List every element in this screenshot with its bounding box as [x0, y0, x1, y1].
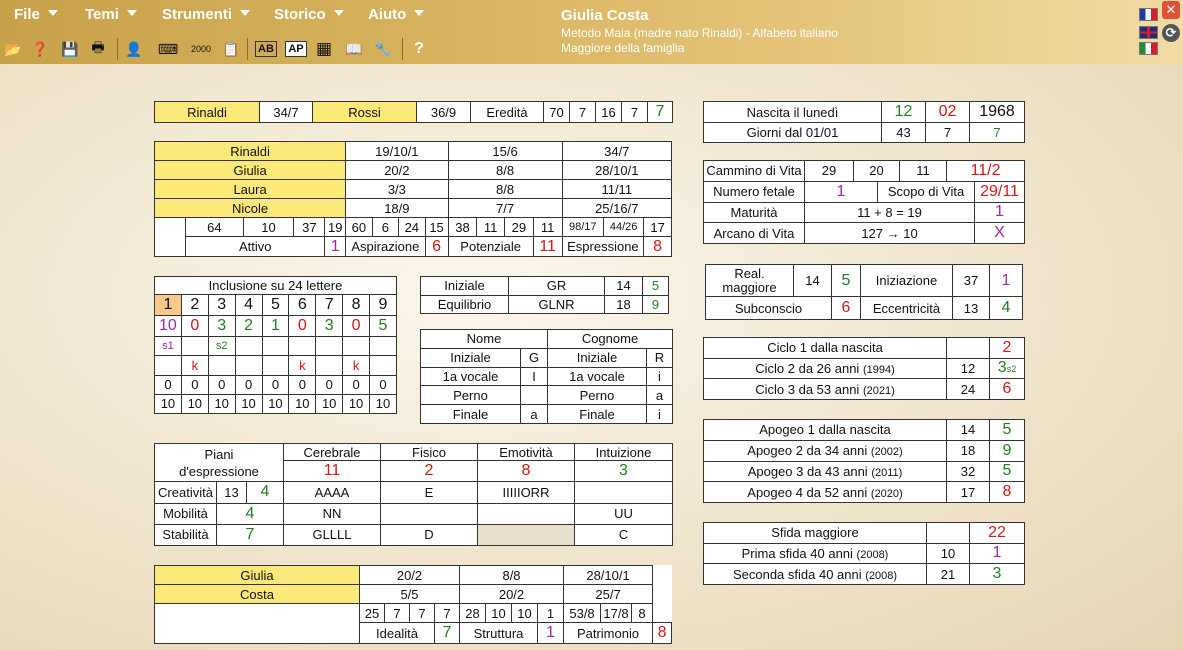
apogee-n: 18: [947, 440, 990, 461]
info-icon[interactable]: ?: [414, 40, 424, 57]
num-cell: 10: [243, 218, 294, 237]
inclusion-digit: 8: [343, 295, 370, 316]
apogees-table: [703, 419, 1025, 503]
potenziale-value: 11: [533, 237, 562, 257]
inclusion-count: 2: [235, 316, 262, 337]
cell: [381, 503, 478, 524]
struttura-value: 1: [538, 623, 564, 644]
patrimonio-value: 8: [653, 623, 672, 644]
mobilita-value: 4: [217, 503, 284, 524]
father-surname-value: 36/9: [417, 102, 471, 123]
tools-icon[interactable]: 🔧: [374, 40, 392, 57]
karmic-cell: k: [289, 355, 316, 375]
cell: E: [381, 482, 478, 503]
cycle-label: Ciclo 1 dalla nascita: [704, 338, 947, 359]
scopo-label: Scopo di Vita: [878, 181, 975, 202]
ten-cell: 10: [262, 394, 289, 413]
arcano-value: X: [975, 223, 1025, 244]
eredita-label: Eredità: [471, 102, 544, 123]
method-label: Metodo Maia (madre nato Rinaldi) - Alfabeto italiano: [561, 26, 838, 40]
names-row-b: 8/8: [448, 180, 562, 199]
zero-cell: 0: [235, 375, 262, 394]
inclusion-mark: s2: [208, 337, 235, 355]
cell: GLLLL: [284, 524, 381, 545]
equilibrio-value: 9: [643, 295, 669, 314]
bottom-cell: 28/10/1: [564, 566, 653, 585]
eredita-n2: 16: [596, 102, 622, 123]
cycle-n: [947, 338, 990, 359]
relation-label: Maggiore della famiglia: [561, 41, 685, 55]
maturita-value: 1: [975, 202, 1025, 223]
person-icon[interactable]: 👤: [125, 40, 143, 57]
names-row-a: 19/10/1: [346, 142, 448, 161]
num-cell: 53/8: [564, 604, 601, 623]
inclusion-mark: [316, 337, 343, 355]
challenge-value: 3: [970, 564, 1025, 585]
num-cell: 7: [410, 604, 435, 623]
num-cell: 10: [486, 604, 512, 623]
zero-cell: 0: [155, 375, 182, 394]
ten-cell: 10: [343, 394, 370, 413]
apogee-label: Apogeo 3 da 43 anni (2011): [704, 461, 947, 482]
struttura-label: Struttura: [460, 623, 538, 644]
heritage-table: [154, 101, 673, 123]
book-icon[interactable]: 📖: [345, 40, 363, 57]
folder-icon[interactable]: 📂: [4, 40, 22, 57]
piani-title: Piani d'espressione: [155, 444, 284, 482]
num-cell: 1: [538, 604, 564, 623]
eredita-result: 7: [648, 102, 673, 123]
scopo-value: 29/11: [975, 181, 1025, 202]
equilibrio-sum: 18: [605, 295, 643, 314]
birth-day: 12: [882, 102, 926, 123]
letters-value: I: [521, 367, 548, 386]
letters-label: Iniziale: [421, 348, 521, 367]
real-label: Real. maggiore: [706, 265, 794, 297]
inclusion-digit: 3: [208, 295, 235, 316]
karmic-cell: k: [181, 355, 208, 375]
iniziazione-n: 37: [953, 265, 990, 297]
num-cell: 6: [372, 218, 398, 237]
zero-cell: 0: [181, 375, 208, 394]
num-cell: 17/8: [601, 604, 632, 623]
document-icon[interactable]: 📋: [222, 40, 240, 57]
inclusion-count: 0: [343, 316, 370, 337]
zero-cell: 0: [208, 375, 235, 394]
inclusion-digit: 9: [370, 295, 397, 316]
challenges-table: [703, 522, 1025, 585]
ten-cell: 10: [181, 394, 208, 413]
espressione-value: 8: [644, 237, 672, 257]
cycle-label: Ciclo 3 da 53 anni (2021): [704, 379, 947, 400]
birth-table: [703, 101, 1025, 143]
toolbar-separator: [247, 38, 248, 60]
cognome-header: Cognome: [548, 330, 673, 349]
piani-head: Emotività: [478, 444, 575, 461]
cammino-n1: 29: [805, 161, 854, 182]
arcano-label: Arcano di Vita: [704, 223, 805, 244]
inclusion-mark: [343, 337, 370, 355]
zero-cell: 0: [370, 375, 397, 394]
names-row-name: Laura: [155, 180, 346, 199]
num-cell: 17: [644, 218, 672, 237]
days-value: 43: [882, 123, 926, 143]
subconscio-label: Subconscio: [706, 297, 832, 320]
ten-cell: 10: [370, 394, 397, 413]
fetale-value: 1: [805, 181, 878, 202]
challenge-label: Sfida maggiore: [704, 523, 927, 544]
num-cell: 37: [294, 218, 325, 237]
menu-file[interactable]: File: [14, 6, 58, 26]
bottom-name: Costa: [155, 585, 360, 604]
karmic-cell: [208, 355, 235, 375]
initials-table: [420, 276, 669, 314]
days-reduced: 7: [926, 123, 970, 143]
challenge-value: 22: [970, 523, 1025, 544]
letters-label: Perno: [548, 386, 647, 405]
inclusion-mark: [181, 337, 208, 355]
num-cell: 38: [448, 218, 477, 237]
inclusion-digit: 1: [155, 295, 182, 316]
mobilita-label: Mobilità: [155, 503, 217, 524]
iniziazione-value: 1: [990, 265, 1023, 297]
iniziale-label: Iniziale: [421, 277, 509, 296]
flag-italian-icon[interactable]: [1139, 42, 1158, 55]
cycle-n: 12: [947, 358, 990, 379]
apogee-n: 17: [947, 482, 990, 503]
toolbar-separator: [402, 38, 403, 60]
names-row-c: 34/7: [562, 142, 671, 161]
eccentricita-n: 13: [953, 297, 990, 320]
num-cell: 29: [504, 218, 533, 237]
mother-surname-value: 34/7: [260, 102, 313, 123]
eredita-sum: 70: [544, 102, 570, 123]
iniziale-letters: GR: [509, 277, 605, 296]
inclusion-count: 5: [370, 316, 397, 337]
ten-cell: 10: [208, 394, 235, 413]
inclusion-mark: [289, 337, 316, 355]
cammino-n2: 20: [854, 161, 900, 182]
challenge-n: 21: [927, 564, 970, 585]
empty-cell: [155, 604, 360, 644]
ten-cell: 10: [235, 394, 262, 413]
piani-head: Fisico: [381, 444, 478, 461]
menu-strumenti[interactable]: Strumenti: [162, 6, 250, 26]
piani-total: 2: [381, 461, 478, 482]
mother-surname: Rinaldi: [155, 102, 260, 123]
ten-cell: 10: [289, 394, 316, 413]
toolbar-separator: [117, 38, 118, 60]
maturita-calc: 11 + 8 = 19: [805, 202, 975, 223]
inclusion-digit: 2: [181, 295, 208, 316]
apogee-n: 32: [947, 461, 990, 482]
letters-table: [420, 329, 673, 424]
bottom-cell: 8/8: [460, 566, 564, 585]
iniziale-sum: 14: [605, 277, 643, 296]
eccentricita-label: Eccentricità: [861, 297, 953, 320]
apogee-value: 9: [990, 440, 1025, 461]
bottom-name: Giulia: [155, 566, 360, 585]
iniziale-value: 5: [643, 277, 669, 296]
real-value: 5: [832, 265, 861, 297]
creativita-label: Creatività: [155, 482, 217, 503]
num-cell: 7: [385, 604, 410, 623]
eredita-red1: 7: [570, 102, 596, 123]
eredita-red2: 7: [622, 102, 648, 123]
letters-value: a: [647, 386, 673, 405]
names-row-b: 15/6: [448, 142, 562, 161]
names-row-b: 8/8: [448, 161, 562, 180]
cammino-label: Cammino di Vita: [704, 161, 805, 182]
inclusion-mark: [235, 337, 262, 355]
bottom-table: [154, 565, 672, 644]
creativita-value: 4: [247, 482, 284, 503]
apogee-label: Apogeo 2 da 34 anni (2002): [704, 440, 947, 461]
inclusion-digit: 5: [262, 295, 289, 316]
letters-value: i: [647, 367, 673, 386]
karmic-cell: k: [343, 355, 370, 375]
cycle-label: Ciclo 2 da 26 anni (1994): [704, 358, 947, 379]
person-name: Giulia Costa: [561, 7, 649, 24]
days-label: Giorni dal 01/01: [704, 123, 882, 143]
potenziale-label: Potenziale: [448, 237, 533, 257]
names-row-c: 28/10/1: [562, 161, 671, 180]
idealita-label: Idealità: [360, 623, 435, 644]
apogee-label: Apogeo 1 dalla nascita: [704, 420, 947, 441]
creativita-n: 13: [217, 482, 247, 503]
inclusion-count: 3: [208, 316, 235, 337]
inclusion-digit: 4: [235, 295, 262, 316]
karmic-cell: [262, 355, 289, 375]
cycle-value: 2: [990, 338, 1025, 359]
father-surname: Rossi: [313, 102, 417, 123]
letters-value: G: [521, 348, 548, 367]
cell: IIIIIORR: [478, 482, 575, 503]
letters-label: 1a vocale: [548, 367, 647, 386]
letters-label: 1a vocale: [421, 367, 521, 386]
print-icon[interactable]: 🖶: [91, 39, 105, 55]
cell: [478, 524, 575, 545]
cycle-value: 3s2: [990, 358, 1025, 379]
stabilita-label: Stabilità: [155, 524, 217, 545]
apogee-value: 5: [990, 461, 1025, 482]
birth-year: 1968: [970, 102, 1025, 123]
letters-value: a: [521, 405, 548, 424]
equilibrio-label: Equilibrio: [421, 295, 509, 314]
karmic-cell: [370, 355, 397, 375]
names-row-name: Giulia: [155, 161, 346, 180]
piani-head: Cerebrale: [284, 444, 381, 461]
menu-temi[interactable]: Temi: [85, 6, 137, 26]
birth-label: Nascita il lunedì: [704, 102, 882, 123]
attivo-label: Attivo: [186, 237, 325, 257]
espressione-label: Espressione: [562, 237, 644, 257]
karmic-cell: [155, 355, 182, 375]
empty-cell: [155, 218, 186, 257]
iniziazione-label: Iniziazione: [861, 265, 953, 297]
path-table: [703, 160, 1025, 244]
num-cell: 60: [346, 218, 372, 237]
apogee-value: 5: [990, 420, 1025, 441]
num-cell: 25: [360, 604, 385, 623]
names-row-a: 3/3: [346, 180, 448, 199]
ten-cell: 10: [316, 394, 343, 413]
apogee-label: Apogeo 4 da 52 anni (2020): [704, 482, 947, 503]
num-cell: 44/26: [603, 218, 643, 237]
inclusion-count: 1: [262, 316, 289, 337]
apogee-n: 14: [947, 420, 990, 441]
calendar-icon[interactable]: 2000: [190, 44, 212, 54]
names-table: [154, 141, 672, 257]
names-row-name: Nicole: [155, 199, 346, 218]
fetale-label: Numero fetale: [704, 181, 805, 202]
inclusion-title: Inclusione su 24 lettere: [155, 277, 397, 295]
cell: AAAA: [284, 482, 381, 503]
cell: NN: [284, 503, 381, 524]
num-cell: 64: [186, 218, 244, 237]
help-icon[interactable]: ❓: [31, 40, 49, 57]
cell: D: [381, 524, 478, 545]
num-cell: 15: [425, 218, 448, 237]
bottom-cell: 5/5: [360, 585, 460, 604]
names-row-a: 18/9: [346, 199, 448, 218]
nome-header: Nome: [421, 330, 548, 349]
letters-value: i: [647, 405, 673, 424]
num-cell: 8: [632, 604, 653, 623]
piani-total: 8: [478, 461, 575, 482]
names-row-c: 25/16/7: [562, 199, 671, 218]
names-row-c: 11/11: [562, 180, 671, 199]
ap-icon[interactable]: AP: [285, 41, 307, 57]
challenge-n: 10: [927, 543, 970, 564]
inclusion-digit: 6: [289, 295, 316, 316]
refresh-icon[interactable]: ⟳: [1162, 24, 1180, 42]
flag-english-icon[interactable]: [1139, 26, 1158, 39]
calculator-icon[interactable]: ⌨: [157, 40, 179, 57]
num-cell: 19: [325, 218, 346, 237]
letters-label: Iniziale: [548, 348, 647, 367]
zero-cell: 0: [262, 375, 289, 394]
num-cell: 98/17: [562, 218, 603, 237]
birth-month: 02: [926, 102, 970, 123]
eccentricita-value: 4: [990, 297, 1023, 320]
cycle-value: 6: [990, 379, 1025, 400]
attivo-value: 1: [325, 237, 346, 257]
subconscio-value: 6: [832, 297, 861, 320]
challenge-label: Seconda sfida 40 anni (2008): [704, 564, 927, 585]
apogee-value: 8: [990, 482, 1025, 503]
menu-aiuto[interactable]: Aiuto: [368, 6, 424, 26]
patrimonio-label: Patrimonio: [564, 623, 653, 644]
piani-total: 3: [575, 461, 673, 482]
inclusion-mark: s1: [155, 337, 182, 355]
inclusion-count: 10: [155, 316, 182, 337]
close-icon[interactable]: ✕: [1162, 1, 1180, 19]
stabilita-value: 7: [217, 524, 284, 545]
names-row-b: 7/7: [448, 199, 562, 218]
cell: [575, 482, 673, 503]
cammino-n3: 11: [900, 161, 947, 182]
karmic-cell: [316, 355, 343, 375]
inclusion-mark: [370, 337, 397, 355]
karmic-cell: [235, 355, 262, 375]
idealita-value: 7: [435, 623, 460, 644]
num-cell: 24: [399, 218, 425, 237]
cammino-value: 11/2: [947, 161, 1025, 182]
piani-total: 11: [284, 461, 381, 482]
inclusion-digit: 7: [316, 295, 343, 316]
cell: C: [575, 524, 673, 545]
cell: [478, 503, 575, 524]
num-cell: 11: [533, 218, 562, 237]
inclusion-count: 3: [316, 316, 343, 337]
grid-icon[interactable]: ▦: [315, 39, 333, 58]
zero-cell: 0: [343, 375, 370, 394]
days-result: 7: [970, 123, 1025, 143]
letters-value: R: [647, 348, 673, 367]
challenge-label: Prima sfida 40 anni (2008): [704, 543, 927, 564]
num-cell: 10: [512, 604, 538, 623]
letters-label: Perno: [421, 386, 521, 405]
equilibrio-letters: GLNR: [509, 295, 605, 314]
save-icon[interactable]: 💾: [61, 40, 79, 57]
inclusion-count: 0: [289, 316, 316, 337]
challenge-n: [927, 523, 970, 544]
bottom-cell: 20/2: [460, 585, 564, 604]
cycle-n: 24: [947, 379, 990, 400]
zero-cell: 0: [316, 375, 343, 394]
flag-french-icon[interactable]: [1139, 8, 1158, 21]
aspirazione-label: Aspirazione: [346, 237, 425, 257]
names-row-a: 20/2: [346, 161, 448, 180]
bottom-cell: 25/7: [564, 585, 653, 604]
menu-storico[interactable]: Storico: [274, 6, 344, 26]
piani-table: [154, 443, 673, 546]
arcano-calc: 127 → 10: [805, 223, 975, 244]
ten-cell: 10: [155, 394, 182, 413]
inclusion-mark: [262, 337, 289, 355]
top-bar: [0, 0, 1183, 64]
cycles-table: [703, 337, 1025, 400]
maturita-label: Maturità: [704, 202, 805, 223]
piani-head: Intuizione: [575, 444, 673, 461]
cell: UU: [575, 503, 673, 524]
num-cell: 7: [435, 604, 460, 623]
bottom-cell: 20/2: [360, 566, 460, 585]
inclusion-table: [154, 276, 397, 414]
zero-cell: 0: [289, 375, 316, 394]
ab-icon[interactable]: AB: [255, 41, 277, 57]
num-cell: 28: [460, 604, 486, 623]
letters-label: Finale: [548, 405, 647, 424]
letters-value: [521, 386, 548, 405]
real-n: 14: [794, 265, 832, 297]
inclusion-count: 0: [181, 316, 208, 337]
realization-table: [705, 264, 1023, 320]
aspirazione-value: 6: [425, 237, 448, 257]
names-row-name: Rinaldi: [155, 142, 346, 161]
num-cell: 11: [477, 218, 505, 237]
challenge-value: 1: [970, 543, 1025, 564]
letters-label: Finale: [421, 405, 521, 424]
